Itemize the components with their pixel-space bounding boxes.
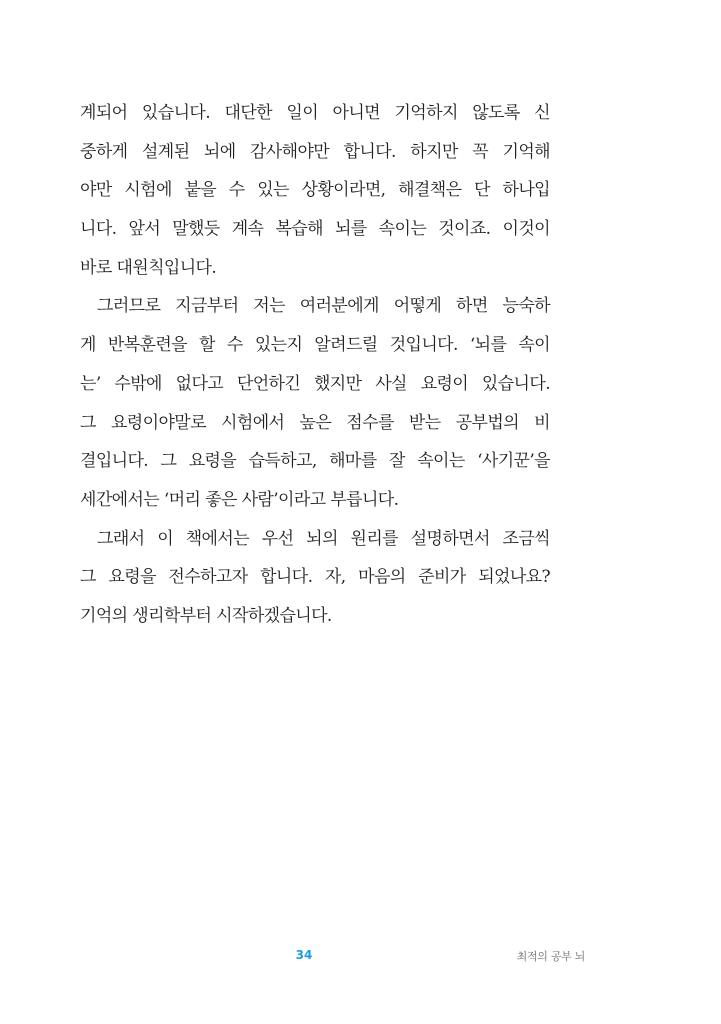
- paragraph-line: 결입니다. 그 요령을 습득하고, 해마를 잘 속이는 ‘사기꾼’을: [80, 451, 550, 472]
- paragraph-line: 니다. 앞서 말했듯 계속 복습해 뇌를 속이는 것이죠. 이것이: [80, 219, 550, 240]
- paragraph-line: 중하게 설계된 뇌에 감사해야만 합니다. 하지만 꼭 기억해: [80, 141, 550, 162]
- paragraph-line: 그러므로 지금부터 저는 여러분에게 어떻게 하면 능숙하: [97, 296, 550, 317]
- paragraph-line: 게 반복훈련을 할 수 있는지 알려드릴 것입니다. ‘뇌를 속이: [80, 335, 550, 356]
- body-text: [80, 94, 550, 636]
- paragraph-line: 계되어 있습니다. 대단한 일이 아니면 기억하지 않도록 신: [80, 103, 550, 123]
- paragraph-line: 그 요령을 전수하고자 합니다. 자, 마음의 준비가 되었나요?: [80, 567, 550, 588]
- running-footer-title: 최적의 공부 뇌: [516, 950, 585, 963]
- paragraph-line: 기억의 생리학부터 시작하겠습니다.: [80, 605, 332, 626]
- paragraph-line: 그 요령이야말로 시험에서 높은 점수를 받는 공부법의 비: [80, 412, 550, 433]
- page-number: 34: [295, 948, 313, 962]
- paragraph-line: 바로 대원칙입니다.: [80, 257, 217, 278]
- paragraph-line: 야만 시험에 붙을 수 있는 상황이라면, 해결책은 단 하나입: [80, 180, 550, 201]
- paragraph-line: 그래서 이 책에서는 우선 뇌의 원리를 설명하면서 조금씩: [97, 528, 550, 549]
- paragraph-line: 는’ 수밖에 없다고 단언하긴 했지만 사실 요령이 있습니다.: [80, 373, 550, 394]
- paragraph-line: 세간에서는 ‘머리 좋은 사람’이라고 부릅니다.: [80, 489, 399, 510]
